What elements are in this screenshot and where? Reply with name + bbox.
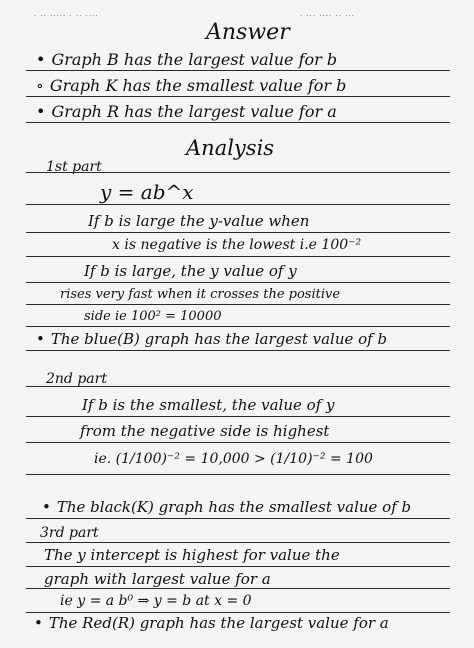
part1-heading: 1st part: [46, 159, 102, 175]
answer-item: • Graph B has the largest value for b: [36, 50, 338, 69]
answer-title: Answer: [206, 20, 290, 45]
part1-line: x is negative is the lowest i.e 100⁻²: [112, 237, 362, 253]
part2-line: If b is the smallest, the value of y: [82, 396, 335, 414]
part1-line: side ie 100² = 10000: [84, 309, 222, 324]
rule-line: [26, 612, 450, 613]
bullet-icon: •: [34, 614, 43, 632]
part2-line: ie. (1/100)⁻² = 10,000 > (1/10)⁻² = 100: [94, 451, 373, 467]
rule-line: [26, 442, 450, 443]
part1-conclusion: • The blue(B) graph has the largest value of b: [36, 330, 388, 348]
part3-line: The y intercept is highest for value the: [44, 546, 340, 564]
rule-line: [26, 256, 450, 257]
rule-line: [26, 70, 450, 71]
part2-heading: 2nd part: [46, 371, 107, 387]
part3-line: graph with largest value for a: [44, 570, 271, 588]
part1-line: If b is large, the y value of y: [84, 262, 297, 280]
rule-line: [26, 122, 450, 123]
rule-line: [26, 518, 450, 519]
part1-line: If b is large the y-value when: [88, 212, 310, 230]
rule-line: [26, 204, 450, 205]
rule-line: [26, 588, 450, 589]
analysis-title: Analysis: [186, 136, 275, 160]
bullet-icon: •: [36, 50, 46, 69]
rule-line: [26, 282, 450, 283]
rule-line: [26, 326, 450, 327]
rule-line: [26, 566, 450, 567]
part1-line: rises very fast when it crosses the positive: [60, 287, 341, 302]
answer-item: ∘ Graph K has the smallest value for b: [36, 76, 347, 95]
bullet-icon: •: [36, 102, 46, 121]
rule-line: [26, 304, 450, 305]
bullet-icon: •: [42, 498, 51, 516]
header-scribble-right: · ··· ···· ·· ···: [300, 12, 355, 20]
rule-line: [26, 350, 450, 351]
part3-heading: 3rd part: [40, 525, 99, 541]
part3-line: ie y = a b⁰ ⇒ y = b at x = 0: [60, 593, 252, 609]
bullet-icon: •: [36, 330, 45, 348]
answer-item: • Graph R has the largest value for a: [36, 102, 337, 121]
rule-line: [26, 96, 450, 97]
header-scribble-left: · ·· ····· · ·· ····: [34, 12, 99, 20]
bullet-icon: ∘: [36, 76, 44, 95]
part2-line: from the negative side is highest: [80, 422, 330, 440]
part1-formula: y = ab^x: [100, 180, 194, 204]
rule-line: [26, 474, 450, 475]
rule-line: [26, 232, 450, 233]
part2-conclusion: • The black(K) graph has the smallest value of b: [42, 498, 412, 516]
part3-conclusion: • The Red(R) graph has the largest value for a: [34, 614, 389, 632]
rule-line: [26, 416, 450, 417]
rule-line: [26, 542, 450, 543]
